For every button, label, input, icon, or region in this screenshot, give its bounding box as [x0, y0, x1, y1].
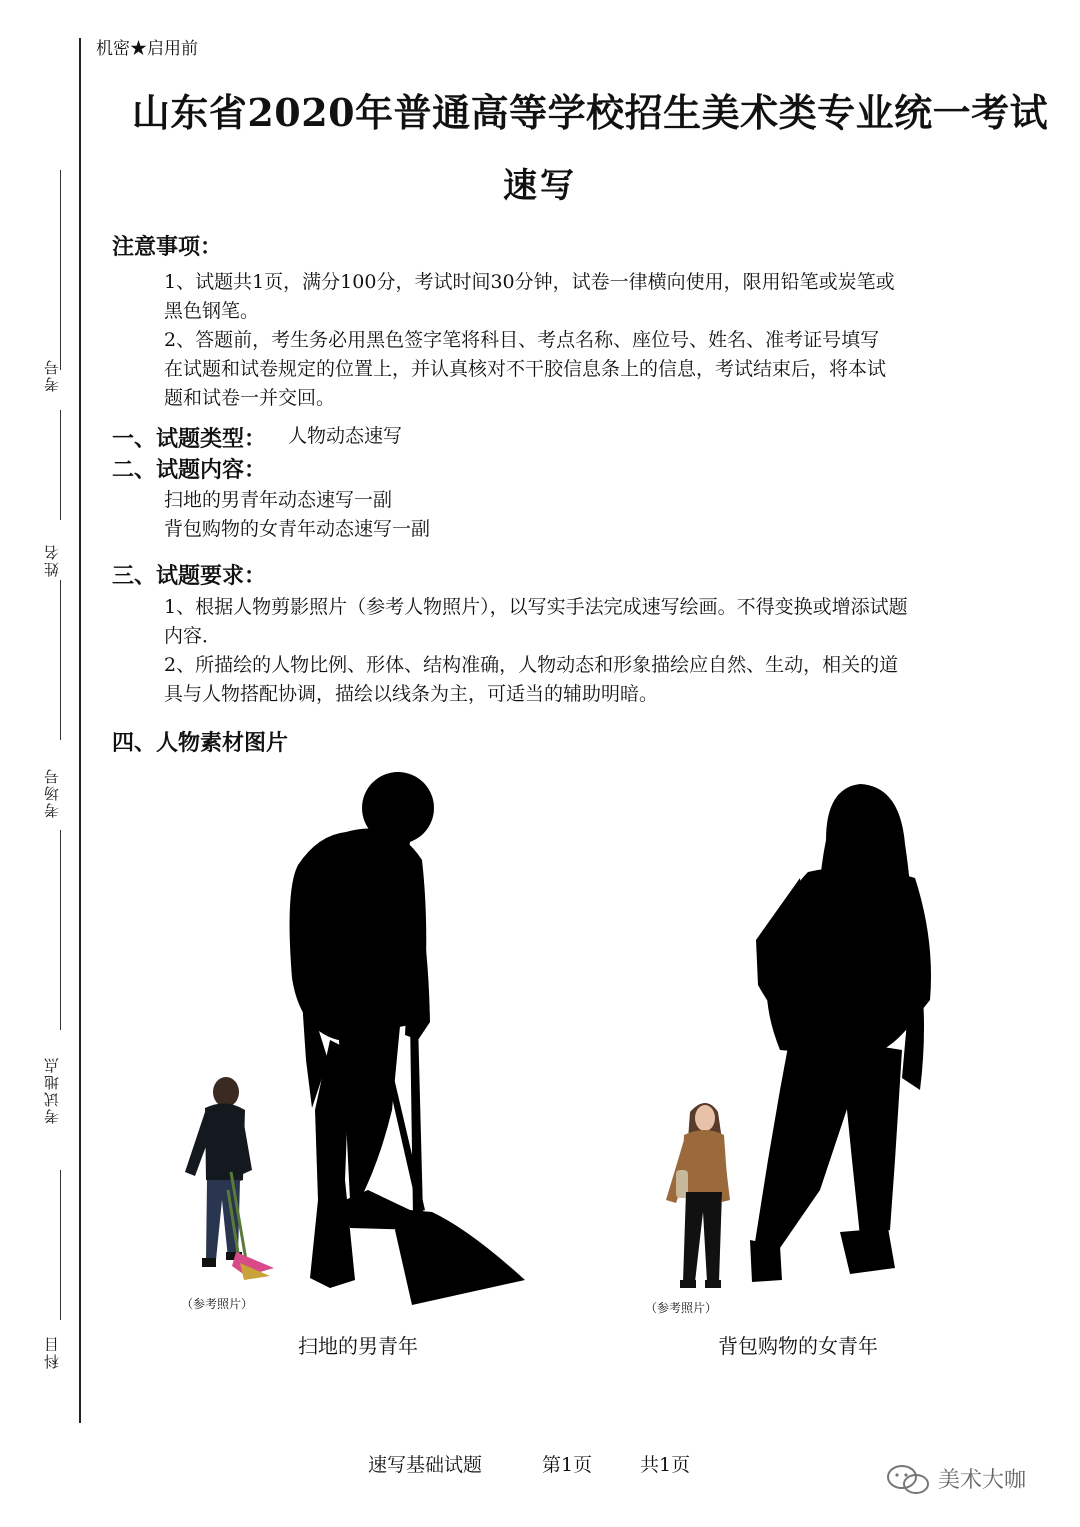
right-figure-caption: 背包购物的女青年 [718, 1334, 878, 1358]
exam-no-label: 考号 [43, 358, 61, 392]
subject-label: 科目 [43, 1335, 61, 1370]
confidential-mark: 机密★启用前 [96, 39, 198, 59]
section4-heading: 四、人物素材图片 [112, 731, 289, 756]
page-subtitle: 速写 [503, 166, 577, 206]
exam-site-label: 考试地点 [43, 1056, 61, 1124]
left-figure-caption: 扫地的男青年 [298, 1334, 418, 1358]
name-label: 姓名 [43, 543, 61, 577]
section2-item1: 扫地的男青年动态速写一副 [164, 489, 393, 511]
notice-item1-line2: 黑色钢笔。 [164, 300, 260, 322]
room-no-blank [60, 580, 61, 740]
figure-area [0, 760, 1080, 1320]
notice-item2-line2: 在试题和试卷规定的位置上，并认真核对不干胶信息条上的信息，考试结束后，将本试 [164, 358, 887, 380]
section2-heading: 二、试题内容： [112, 458, 267, 483]
notice-item2-line3: 题和试卷一并交回。 [164, 387, 336, 409]
footer-page: 第1页 [542, 1454, 593, 1476]
left-reference-label: （参考照片） [181, 1297, 254, 1311]
wechat-icon [886, 1464, 932, 1500]
section3-item2-line2: 具与人物搭配协调，描绘以线条为主，可适当的辅助明暗。 [164, 683, 659, 705]
notice-heading: 注意事项： [112, 235, 223, 260]
notice-item2-line1: 2、答题前，考生务必用黑色签字笔将科目、考点名称、座位号、姓名、准考证号填写 [164, 329, 880, 351]
sweeping-man-reference-photo [185, 1077, 274, 1280]
section2-item2: 背包购物的女青年动态速写一副 [164, 518, 431, 540]
section1-heading: 一、试题类型： [112, 427, 267, 452]
section3-item2-line1: 2、所描绘的人物比例、形体、结构准确，人物动态和形象描绘应自然、生动，相关的道 [164, 654, 899, 676]
shopping-woman-silhouette [750, 784, 931, 1282]
section3-heading: 三、试题要求： [112, 564, 267, 589]
right-reference-label: （参考照片） [645, 1301, 718, 1315]
footer-total: 共1页 [640, 1454, 691, 1476]
section1-value: 人物动态速写 [288, 425, 403, 447]
watermark-text: 美术大咖 [938, 1468, 1027, 1493]
notice-item1-line1: 1、试题共1页，满分100分，考试时间30分钟，试卷一律横向使用，限用铅笔或炭笔或 [164, 271, 895, 293]
name-blank [60, 410, 61, 520]
footer-title: 速写基础试题 [368, 1454, 483, 1476]
section3-item1-line2: 内容． [164, 625, 222, 647]
shopping-woman-reference-photo [666, 1103, 730, 1288]
room-no-label: 考场号 [43, 767, 61, 818]
sweeping-man-silhouette [290, 772, 525, 1305]
page-title: 山东省2020年普通高等学校招生美术类专业统一考试 [131, 90, 1049, 135]
section3-item1-line1: 1、根据人物剪影照片（参考人物照片），以写实手法完成速写绘画。不得变换或增添试题 [164, 596, 908, 618]
